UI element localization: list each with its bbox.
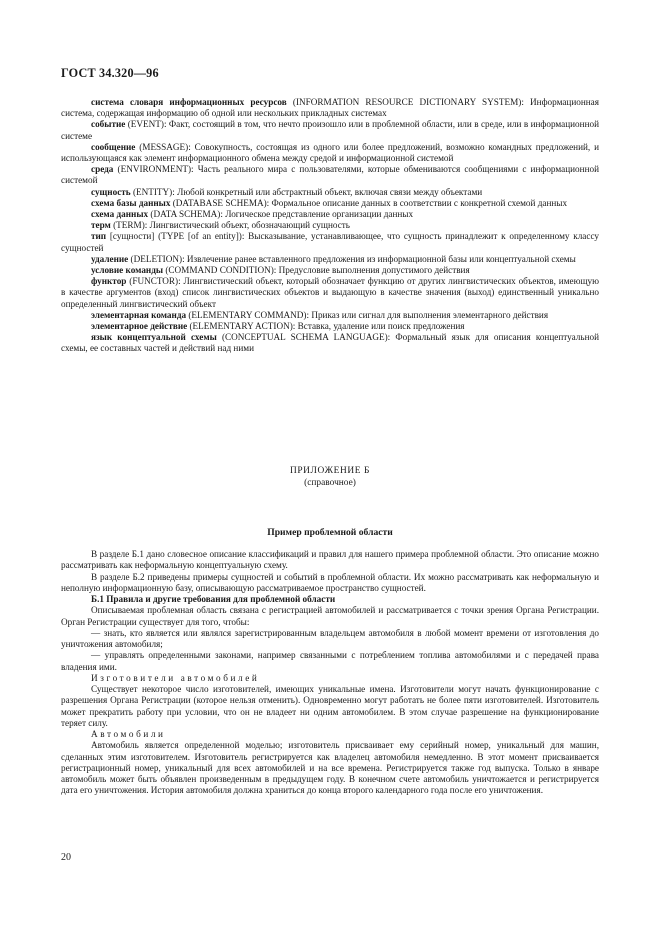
page-number: 20 (61, 852, 71, 863)
definition-text: (ENTITY): Любой конкретный или абстрактный объект, включая связи между объектами (130, 186, 483, 197)
definition-item (61, 231, 599, 253)
definition-item (61, 321, 599, 332)
subsection-heading: Изготовители автомобилей (91, 672, 260, 683)
document-header: ГОСТ 34.320—96 (61, 66, 159, 80)
paragraph: Существует некоторое число изготовителей, имеющих уникальные имена. Изготовители могут начать функционирование с разрешения Органа Регистрации (которое нельзя отменить). Одновременно могут работать не более пяти изготовителей. Изготовитель может прекратить работу при условии, что он не владеет ни одним автомобилем. В этом случае разрешение на функционирование теряет силу. (61, 684, 599, 728)
list-item: — управлять определенными законами, например связанными с потреблением топлива автомобилями и с передачей права владения ими. (61, 650, 599, 672)
definition-term: сущность (91, 186, 131, 197)
definition-text: [сущности] (TYPE [of an entity]): Высказывание, устанавливающее, что сущность принадлежит к определенному классу сущностей (61, 231, 599, 253)
definition-item (61, 187, 599, 198)
definition-term: тип (91, 231, 107, 242)
definition-text: (COMMAND CONDITION): Предусловие выполнения допустимого действия (163, 265, 470, 276)
definition-text: (DATABASE SCHEMA): Формальное описание данных в соответствии с конкретной схемой данных (170, 197, 568, 208)
definition-term: схема данных (91, 209, 149, 220)
definition-item (61, 310, 599, 321)
definition-term: элементарная команда (91, 309, 187, 320)
definition-term: сообщение (91, 141, 136, 152)
definition-item (61, 332, 599, 354)
definition-text: (ELEMENTARY COMMAND): Приказ или сигнал для выполнения элементарного действия (186, 309, 549, 320)
definitions-list (61, 97, 599, 355)
paragraph: В разделе Б.2 приведены примеры сущностей и событий в проблемной области. Их можно рассматривать как неформальную и неполную информационную базу, описывающую рассматриваемое пространство сущностей. (61, 571, 599, 593)
definition-text: (CONCEPTUAL SCHEMA LANGUAGE): Формальный язык для описания концептуальной схемы, ее составных частей и действий над ними (61, 332, 599, 354)
definition-text: (ELEMENTARY ACTION): Вставка, удаление или поиск предложения (187, 321, 465, 332)
definition-term: событие (91, 119, 126, 130)
definition-text: (INFORMATION RESOURCE DICTIONARY SYSTEM): Информационная система, содержащая информацию об одной или нескольких прикладных системах (61, 97, 599, 119)
definition-item (61, 276, 599, 310)
definition-text: (DELETION): Извлечение ранее вставленного предложения из информационной базы или концептуальной схемы (128, 253, 576, 264)
paragraph: Автомобиль является определенной моделью; изготовитель присваивает ему серийный номер, уникальный для машин, сделанных этим изготовителем. Изготовитель регистрируется как владелец автомобиля немедленно. В этот момент присваивается регистрационный номер, уникальный для всех автомобилей и на все времена. Регистрируется также год выпуска. Только в январе автомобиль может быть объявлен произведенным в предыдущем году. В конечном счете автомобиль уничтожается и регистрируется дата его уничтожения. История автомобиля должна храниться до конца второго календарного года после его уничтожения. (61, 740, 599, 796)
definition-item (61, 220, 599, 231)
definition-text: (EVENT): Факт, состоящий в том, что нечто произошло или в проблемной области, или в среде, или в информационной системе (61, 119, 599, 141)
definition-term: условие команды (91, 265, 164, 276)
definition-term: удаление (91, 253, 129, 264)
appendix-heading (61, 466, 599, 489)
appendix-subtitle: (справочное) (304, 477, 356, 488)
definition-term: язык концептуальной схемы (91, 332, 217, 343)
definition-text: (TERM): Лингвистический объект, обозначающий сущность (110, 220, 350, 231)
definition-text: (MESSAGE): Совокупность, состоящая из одного или более предложений, возможно командных предложений, и использующаяся как элемент информационного обмена между средой и информационной системой (61, 141, 599, 164)
appendix-title: ПРИЛОЖЕНИЕ Б (290, 466, 370, 476)
paragraph: В разделе Б.1 дано словесное описание классификаций и правил для нашего примера проблемной области. Это описание можно рассматривать как неформальную концептуальную схему. (61, 549, 599, 571)
definition-text: (DATA SCHEMA): Логическое представление организации данных (148, 209, 414, 220)
definition-item (61, 265, 599, 276)
definition-term: элементарное действие (91, 321, 188, 332)
definition-term: схема базы данных (91, 197, 171, 208)
definition-item (61, 142, 599, 164)
definition-item (61, 254, 599, 265)
definition-term: функтор (91, 276, 127, 287)
definition-term: терм (91, 220, 111, 231)
definition-item (61, 97, 599, 119)
definition-term: среда (91, 164, 114, 175)
section-title: Б.1 Правила и другие требования для проблемной области (91, 594, 336, 604)
definition-item (61, 119, 599, 141)
definition-item (61, 209, 599, 220)
definition-item (61, 164, 599, 186)
definition-term: система словаря информационных ресурсов (91, 97, 287, 107)
list-item: — знать, кто является или являлся зарегистрированным владельцем автомобиля в любой момент времени от изготовления до уничтожения автомобиля; (61, 627, 599, 649)
subsection-heading: Автомобили (91, 729, 166, 739)
paragraph: Описываемая проблемная область связана с регистрацией автомобилей и рассматривается с точки зрения Органа Регистрации. Орган Регистрации существует для того, чтобы: (61, 605, 599, 627)
example-title: Пример проблемной области (267, 527, 393, 538)
definition-text: (FUNCTOR): Лингвистический объект, который обозначает функцию от других лингвистических объектов, имеющую в качестве аргументов (вход) список лингвистических объектов и выдающую в качестве значения (выход) единственный уникально определенный лингвистический объект (61, 276, 599, 309)
definition-item (61, 198, 599, 209)
body-text (61, 549, 599, 797)
definition-text: (ENVIRONMENT): Часть реального мира с пользователями, которые обмениваются сообщениями с информационной системой (61, 164, 599, 186)
